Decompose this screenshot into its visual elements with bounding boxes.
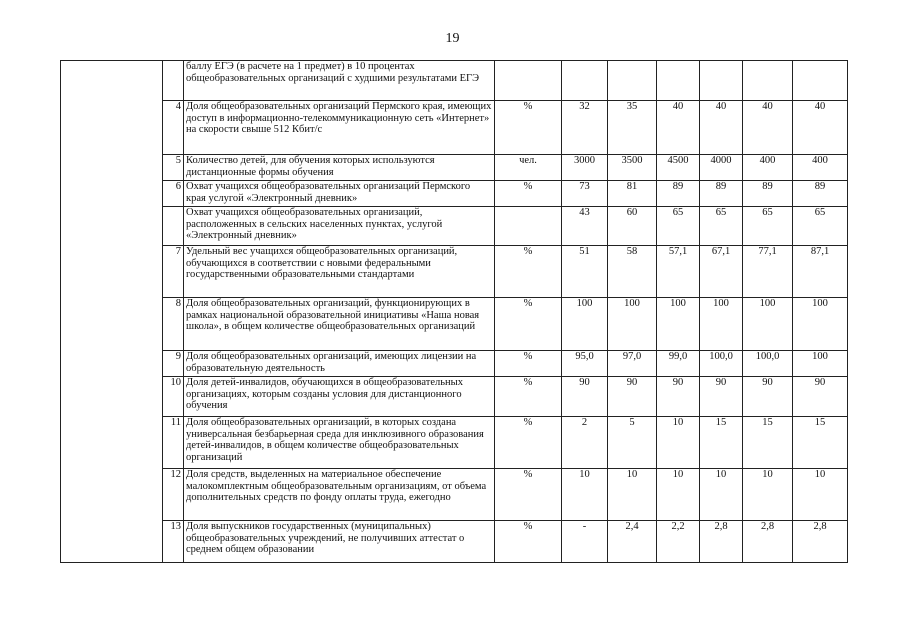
table-row: [61, 101, 848, 155]
unit-cell: %: [495, 417, 562, 469]
table-row: [61, 351, 848, 377]
row-number: 13: [163, 521, 184, 563]
indicator-name: Доля средств, выделенных на материальное обеспечение малокомплектным общеобразовательным организациям, от объема дополнительных средств по фонду оплаты труда, ежегодно: [184, 469, 495, 521]
value-cell: 400: [743, 155, 793, 181]
row-number: 10: [163, 377, 184, 417]
indicator-name: Количество детей, для обучения которых используются дистанционные формы обучения: [184, 155, 495, 181]
value-cell: -: [562, 521, 608, 563]
unit-cell: %: [495, 351, 562, 377]
indicators-table: [60, 60, 848, 563]
value-cell: 100: [657, 298, 700, 351]
value-cell: 81: [608, 181, 657, 207]
value-cell: 90: [562, 377, 608, 417]
value-cell: 57,1: [657, 246, 700, 298]
value-cell: 15: [700, 417, 743, 469]
value-cell: 100: [793, 298, 848, 351]
value-cell: 90: [608, 377, 657, 417]
value-cell: 65: [700, 207, 743, 246]
value-cell: 67,1: [700, 246, 743, 298]
indicator-name: Доля общеобразовательных организаций, имеющих лицензии на образовательную деятельность: [184, 351, 495, 377]
value-cell: 2,8: [793, 521, 848, 563]
value-cell: 15: [793, 417, 848, 469]
value-cell: 10: [743, 469, 793, 521]
table-row: [61, 417, 848, 469]
value-cell: 40: [657, 101, 700, 155]
value-cell: 10: [657, 417, 700, 469]
table-row: [61, 207, 848, 246]
table-row: [61, 181, 848, 207]
value-cell: [793, 61, 848, 101]
value-cell: 97,0: [608, 351, 657, 377]
row-number: 5: [163, 155, 184, 181]
unit-cell: чел.: [495, 155, 562, 181]
indicator-name: баллу ЕГЭ (в расчете на 1 предмет) в 10 процентах общеобразовательных организаций с худшими результатами ЕГЭ: [184, 61, 495, 101]
table-row: [61, 377, 848, 417]
value-cell: 43: [562, 207, 608, 246]
value-cell: 89: [743, 181, 793, 207]
value-cell: 40: [793, 101, 848, 155]
value-cell: 99,0: [657, 351, 700, 377]
value-cell: 2,4: [608, 521, 657, 563]
value-cell: 10: [700, 469, 743, 521]
table-row: [61, 155, 848, 181]
value-cell: 90: [657, 377, 700, 417]
value-cell: 3500: [608, 155, 657, 181]
indicator-name: Удельный вес учащихся общеобразовательных организаций, обучающихся в соответствии с новыми федеральными государственными образовательными стандартами: [184, 246, 495, 298]
value-cell: 73: [562, 181, 608, 207]
value-cell: 5: [608, 417, 657, 469]
value-cell: 95,0: [562, 351, 608, 377]
unit-cell: %: [495, 377, 562, 417]
value-cell: 10: [562, 469, 608, 521]
value-cell: 87,1: [793, 246, 848, 298]
value-cell: 2,8: [700, 521, 743, 563]
value-cell: 65: [657, 207, 700, 246]
row-number: [163, 207, 184, 246]
indicator-name: Доля общеобразовательных организаций, функционирующих в рамках национальной образовательной инициативы «Наша новая школа», в общем количестве общеобразовательных организаций: [184, 298, 495, 351]
indicator-name: Охват учащихся общеобразовательных организаций, расположенных в сельских населенных пунктах, услугой «Электронный дневник»: [184, 207, 495, 246]
value-cell: 10: [793, 469, 848, 521]
value-cell: 90: [700, 377, 743, 417]
value-cell: 35: [608, 101, 657, 155]
value-cell: 10: [657, 469, 700, 521]
unit-cell: %: [495, 521, 562, 563]
value-cell: 100: [793, 351, 848, 377]
row-number: 8: [163, 298, 184, 351]
row-number: 6: [163, 181, 184, 207]
value-cell: 15: [743, 417, 793, 469]
value-cell: 89: [793, 181, 848, 207]
value-cell: 100: [562, 298, 608, 351]
row-number: 9: [163, 351, 184, 377]
value-cell: 4500: [657, 155, 700, 181]
unit-cell: %: [495, 246, 562, 298]
unit-cell: [495, 61, 562, 101]
value-cell: 10: [608, 469, 657, 521]
unit-cell: [495, 207, 562, 246]
table-row: [61, 298, 848, 351]
value-cell: 100: [608, 298, 657, 351]
value-cell: 65: [793, 207, 848, 246]
indicator-name: Доля общеобразовательных организаций, в которых создана универсальная безбарьерная среда для инклюзивного образования детей-инвалидов, в общем количестве общеобразовательных организаций: [184, 417, 495, 469]
value-cell: 40: [700, 101, 743, 155]
value-cell: 89: [700, 181, 743, 207]
value-cell: 100,0: [700, 351, 743, 377]
value-cell: 60: [608, 207, 657, 246]
table-body: [61, 61, 848, 563]
row-number: 7: [163, 246, 184, 298]
value-cell: [562, 61, 608, 101]
indicator-name: Доля выпускников государственных (муниципальных) общеобразовательных учреждений, не получивших аттестат о среднем общем образовании: [184, 521, 495, 563]
table-row: [61, 521, 848, 563]
table-row: [61, 61, 848, 101]
value-cell: 32: [562, 101, 608, 155]
indicator-name: Доля общеобразовательных организаций Пермского края, имеющих доступ в информационно-телекоммуникационную сеть «Интернет» на скорости свыше 512 Кбит/с: [184, 101, 495, 155]
empty-column-cell: [61, 61, 163, 563]
unit-cell: %: [495, 101, 562, 155]
value-cell: 400: [793, 155, 848, 181]
value-cell: 2,8: [743, 521, 793, 563]
value-cell: 2,2: [657, 521, 700, 563]
value-cell: 4000: [700, 155, 743, 181]
value-cell: [608, 61, 657, 101]
value-cell: 58: [608, 246, 657, 298]
unit-cell: %: [495, 298, 562, 351]
value-cell: 40: [743, 101, 793, 155]
indicator-name: Охват учащихся общеобразовательных организаций Пермского края услугой «Электронный дневник»: [184, 181, 495, 207]
value-cell: 100: [700, 298, 743, 351]
row-number: 11: [163, 417, 184, 469]
value-cell: 90: [743, 377, 793, 417]
unit-cell: %: [495, 469, 562, 521]
value-cell: [657, 61, 700, 101]
page-number: 19: [445, 31, 460, 46]
value-cell: 100,0: [743, 351, 793, 377]
row-number: [163, 61, 184, 101]
value-cell: 65: [743, 207, 793, 246]
value-cell: 100: [743, 298, 793, 351]
value-cell: 51: [562, 246, 608, 298]
value-cell: 89: [657, 181, 700, 207]
value-cell: 3000: [562, 155, 608, 181]
unit-cell: %: [495, 181, 562, 207]
value-cell: 90: [793, 377, 848, 417]
value-cell: 77,1: [743, 246, 793, 298]
value-cell: [700, 61, 743, 101]
indicator-name: Доля детей-инвалидов, обучающихся в общеобразовательных организациях, которым созданы условия для дистанционного обучения: [184, 377, 495, 417]
value-cell: 2: [562, 417, 608, 469]
row-number: 12: [163, 469, 184, 521]
value-cell: [743, 61, 793, 101]
row-number: 4: [163, 101, 184, 155]
table-row: [61, 246, 848, 298]
table-row: [61, 469, 848, 521]
